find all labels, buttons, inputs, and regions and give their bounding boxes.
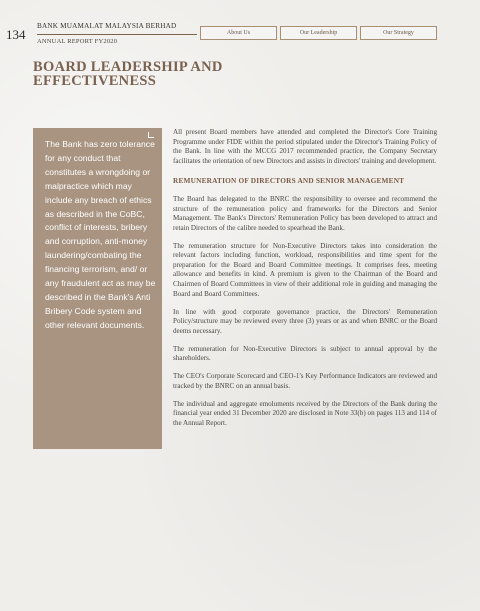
- page-number: 134: [6, 27, 26, 42]
- body-paragraph: The Board has delegated to the BNRC the responsibility to oversee and recommend the structure of the remuneration policy and frameworks for the Directors and Senior Management. The Bank's Directors' Remuneration Policy has been developed to attract and retain Directors of the calibre needed to spearhead the Bank.: [173, 194, 437, 232]
- report-label: ANNUAL REPORT FY2020: [37, 38, 118, 45]
- remuneration-subheading: REMUNERATION OF DIRECTORS AND SENIOR MANAGEMENT: [173, 176, 405, 186]
- body-paragraph: The individual and aggregate emoluments received by the Directors of the Bank during the financial year ended 31 December 2020 are disclosed in Note 33(b) on pages 113 and 114 of the Annual Report.: [173, 399, 437, 427]
- callout-box: [33, 128, 162, 449]
- nav-tab-about-us[interactable]: About Us: [200, 26, 277, 40]
- section-nav: [200, 26, 437, 40]
- main-content: [173, 128, 437, 437]
- nav-tab-our-strategy[interactable]: Our Strategy: [360, 26, 437, 40]
- body-paragraph: The remuneration for Non-Executive Directors is subject to annual approval by the shareholders.: [173, 344, 437, 363]
- intro-paragraph: All present Board members have attended and completed the Director's Core Training Programme under FIDE within the period stipulated under the Director's Training Policy of the Bank. In line with the MCCG 2017 recommended practice, the Company Secretary facilitates the orientation of new Directors and assists in directors' training and development.: [173, 128, 437, 165]
- company-name: BANK MUAMALAT MALAYSIA BERHAD: [37, 22, 177, 30]
- corner-mark-icon: [148, 132, 154, 138]
- nav-tab-our-leadership[interactable]: Our Leadership: [280, 26, 357, 40]
- callout-text: The Bank has zero tolerance for any conduct that constitutes a wrongdoing or malpractice which may include any breach of ethics as described in the CoBC, conflict of interests, bribery and corruption, anti-money laundering/combating the financing terrorism, and/ or any fraudulent act as may be described in the Bank's Anti Bribery Code system and other relevant documents.: [45, 139, 156, 330]
- header-divider: [37, 34, 197, 35]
- body-paragraph: The remuneration structure for Non-Executive Directors takes into consideration the relevant factors including function, workload, responsibilities and time spent for the preparation for the Board and Board Committee meetings. It comprises fees, meeting allowance and benefits in kind. A premium is given to the Chairman of the Board and Chairmen of Board Committees in view of their additional role in guiding and managing the Board and Board Committees.: [173, 241, 437, 298]
- section-title: BOARD LEADERSHIP AND EFFECTIVENESS: [33, 59, 223, 89]
- body-paragraph: In line with good corporate governance practice, the Directors' Remuneration Policy/structure may be reviewed every three (3) years or as and when BNRC or the Board deems necessary.: [173, 307, 437, 335]
- body-paragraph: The CEO's Corporate Scorecard and CEO-1's Key Performance Indicators are reviewed and tracked by the BNRC on an annual basis.: [173, 372, 437, 390]
- page-header: [0, 0, 480, 52]
